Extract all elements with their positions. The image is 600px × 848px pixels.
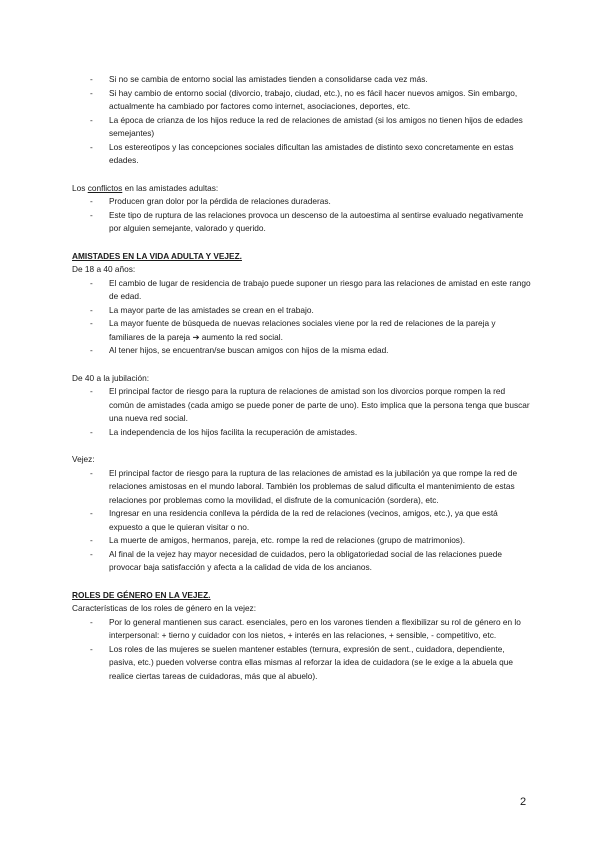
list-item: - Si hay cambio de entorno social (divorcio, trabajo, ciudad, etc.), no es fácil hacer nuevos amigos. Sin embargo, actualmente ha cambiado por factores como internet, asociaciones, deportes, etc. — [72, 87, 532, 114]
age-group-18-40-list — [72, 277, 532, 358]
list-item: - Por lo general mantienen sus caract. esenciales, pero en los varones tienden a flexibilizar su rol de género en lo interpersonal: + tierno y cuidador con los nietos, + interés en las relaciones, + sensible, - competitivo, etc. — [72, 616, 532, 643]
conflicts-intro: Los conflictos en las amistades adultas: — [72, 182, 219, 193]
gender-roles-list — [72, 616, 532, 684]
list-item: - Al tener hijos, se encuentran/se buscan amigos con hijos de la misma edad. — [72, 344, 532, 358]
conflicts-list — [72, 195, 532, 236]
list-item: - Los estereotipos y las concepciones sociales dificultan las amistades de distinto sexo concretamente en estas edades. — [72, 141, 532, 168]
list-item: - La mayor fuente de búsqueda de nuevas relaciones sociales viene por la red de relaciones de la pareja y familiares de la pareja ➔ aumento la red social. — [72, 317, 532, 344]
roles-intro: Características de los roles de género en la vejez: — [72, 603, 257, 613]
list-item: - Ingresar en una residencia conlleva la pérdida de la red de relaciones (vecinos, amigos, etc.), ya que está expuesto a que le quieran visitar o no. — [72, 507, 532, 534]
list-item: - El principal factor de riesgo para la ruptura de las relaciones de amistad es la jubilación ya que rompe la red de relaciones amistosas en el mundo laboral. También los problemas de salud dificulta el mantenimiento de estas relaciones por problemas como la movilidad, el disfrute de la comunicación (sordera), etc. — [72, 467, 532, 508]
age-group-40-retirement-list — [72, 385, 532, 439]
section-heading-roles: ROLES DE GÉNERO EN LA VEJEZ. — [72, 589, 211, 600]
list-item: - La independencia de los hijos facilita la recuperación de amistades. — [72, 426, 532, 440]
list-item: - El cambio de lugar de residencia de trabajo puede suponer un riesgo para las relaciones de amistad en este rango de edad. — [72, 277, 532, 304]
list-item: - El principal factor de riesgo para la ruptura de relaciones de amistad son los divorcios porque rompen la red común de amistades (cada amigo se puede poner de parte de uno). Esto implica que la persona tenga que buscar una nueva red social. — [72, 385, 532, 426]
conflicts-underlined-term: conflictos — [87, 182, 123, 193]
age-group-label: De 18 a 40 años: — [72, 264, 136, 274]
list-item: - Producen gran dolor por la pérdida de relaciones duraderas. — [72, 195, 532, 209]
old-age-list — [72, 467, 532, 575]
list-item: - Los roles de las mujeres se suelen mantener estables (ternura, expresión de sent., cuidadora, dependiente, pasiva, etc.) pueden volverse contra ellas mismas al reforzar la idea de cuidadora (se le exige a la abuela que realice ciertas tareas de cuidadoras, más que al abuelo). — [72, 643, 532, 684]
list-item: - La mayor parte de las amistades se crean en el trabajo. — [72, 304, 532, 318]
list-item: - La época de crianza de los hijos reduce la red de relaciones de amistad (si los amigos no tienen hijos de edades semejantes) — [72, 114, 532, 141]
page-number: 2 — [520, 796, 527, 808]
list-item: - Al final de la vejez hay mayor necesidad de cuidados, pero la obligatoriedad social de las relaciones puede provocar baja satisfacción y afecta a la calidad de vida de los ancianos. — [72, 548, 532, 575]
age-group-label: De 40 a la jubilación: — [72, 372, 150, 383]
age-group-label: Vejez: — [72, 454, 95, 464]
friendship-factors-list — [72, 73, 532, 168]
list-item: - Si no se cambia de entorno social las amistades tienden a consolidarse cada vez más. — [72, 73, 532, 87]
list-item: - Este tipo de ruptura de las relaciones provoca un descenso de la autoestima al sentirse evaluado negativamente por alguien semejante, valorado y querido. — [72, 209, 532, 236]
document-body — [72, 73, 532, 683]
section-heading-amistades: AMISTADES EN LA VIDA ADULTA Y VEJEZ. — [72, 250, 242, 261]
list-item: - La muerte de amigos, hermanos, pareja, etc. rompe la red de relaciones (grupo de matrimonios). — [72, 534, 532, 548]
